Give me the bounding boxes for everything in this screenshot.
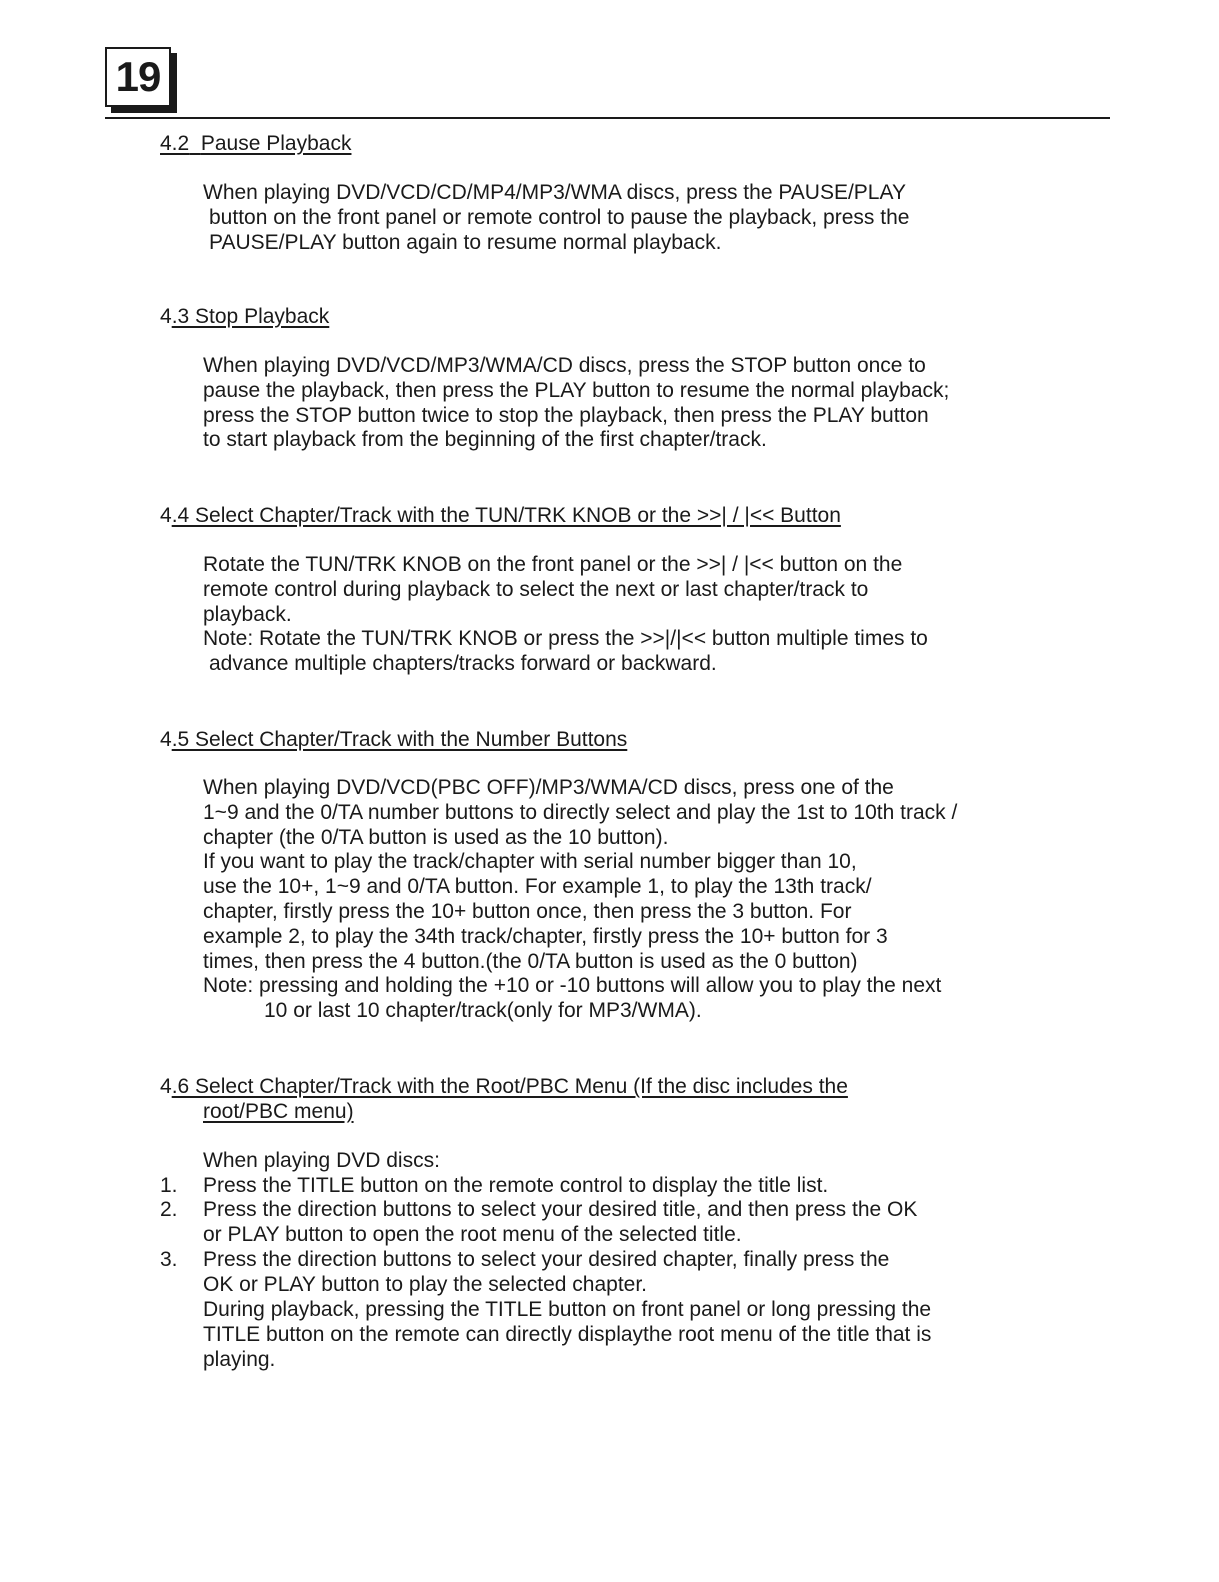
list-number: 1. — [160, 1174, 178, 1197]
text-line: When playing DVD/VCD(PBC OFF)/MP3/WMA/CD discs, press one of the — [203, 776, 894, 799]
section-intro-4-6 — [203, 1149, 440, 1174]
text-line: button on the front panel or remote control to pause the playback, press the — [209, 205, 910, 229]
text-line: to start playback from the beginning of the first chapter/track. — [203, 428, 767, 452]
text-line: When playing DVD/VCD/MP3/WMA/CD discs, press the STOP button once to — [203, 354, 926, 377]
note-line: Note: pressing and holding the +10 or -10 buttons will allow you to play the next — [203, 974, 942, 998]
text-line: pause the playback, then press the PLAY button to resume the normal playback; — [203, 378, 950, 402]
list-text: or PLAY button to open the root menu of the selected title. — [203, 1222, 742, 1246]
section-number: 4 — [160, 305, 172, 328]
section-heading-4-6 — [160, 1074, 848, 1124]
list-text: Press the TITLE button on the remote control to display the title list. — [203, 1174, 829, 1197]
section-body-4-2 — [203, 181, 909, 255]
section-heading-4-2 — [160, 131, 351, 156]
list-item-3 — [160, 1248, 889, 1298]
section-heading-4-4 — [160, 503, 841, 528]
text-line: use the 10+, 1~9 and 0/TA button. For example 1, to play the 13th track/ — [203, 875, 872, 899]
section-title: Pause Playback — [200, 132, 352, 155]
section-number: 4 — [160, 504, 172, 527]
page-number: 19 — [115, 53, 161, 100]
header-rule — [105, 117, 1110, 119]
section-number: 4 — [160, 1075, 172, 1098]
text-line: Rotate the TUN/TRK KNOB on the front panel or the >>| / |<< button on the — [203, 553, 903, 576]
section-body-4-5 — [203, 776, 957, 1024]
list-number: 2. — [160, 1198, 178, 1221]
section-closing-4-6 — [203, 1298, 931, 1372]
list-text: OK or PLAY button to play the selected chapter. — [203, 1272, 648, 1296]
section-number: 4.2 — [160, 132, 190, 155]
section-body-4-3 — [203, 354, 949, 453]
text-line: chapter, firstly press the 10+ button once, then press the 3 button. For — [203, 899, 852, 923]
page-number-box — [105, 47, 171, 107]
note-line: 10 or last 10 chapter/track(only for MP3/WMA). — [264, 999, 702, 1023]
text-line: playing. — [203, 1347, 276, 1371]
text-line: When playing DVD discs: — [203, 1149, 440, 1172]
text-line: PAUSE/PLAY button again to resume normal playback. — [209, 230, 722, 254]
section-title-continued: root/PBC menu) — [203, 1100, 354, 1123]
section-title: .5 Select Chapter/Track with the Number Buttons — [171, 728, 628, 751]
text-line: example 2, to play the 34th track/chapter, firstly press the 10+ button for 3 — [203, 924, 888, 948]
section-number: 4 — [160, 728, 172, 751]
list-text: Press the direction buttons to select your desired chapter, finally press the — [203, 1248, 890, 1271]
text-line: chapter (the 0/TA button is used as the 10 button). — [203, 825, 669, 849]
section-heading-4-3 — [160, 304, 329, 329]
list-number: 3. — [160, 1248, 178, 1271]
text-line: 1~9 and the 0/TA number buttons to directly select and play the 1st to 10th track / — [203, 800, 958, 824]
section-heading-4-5 — [160, 727, 627, 752]
text-line: playback. — [203, 602, 292, 626]
section-title: .6 Select Chapter/Track with the Root/PBC Menu (If the disc includes the — [171, 1075, 848, 1098]
note-line: Note: Rotate the TUN/TRK KNOB or press the >>|/|<< button multiple times to — [203, 627, 928, 651]
section-body-4-4 — [203, 553, 928, 677]
section-title: .4 Select Chapter/Track with the TUN/TRK KNOB or the >>| / |<< Button — [171, 504, 841, 527]
text-line: When playing DVD/VCD/CD/MP4/MP3/WMA discs, press the PAUSE/PLAY — [203, 181, 906, 204]
text-line: If you want to play the track/chapter with serial number bigger than 10, — [203, 850, 857, 874]
note-line: advance multiple chapters/tracks forward or backward. — [209, 652, 717, 676]
section-title: .3 Stop Playback — [171, 305, 330, 328]
text-line: remote control during playback to select the next or last chapter/track to — [203, 577, 869, 601]
text-line: press the STOP button twice to stop the playback, then press the PLAY button — [203, 403, 929, 427]
text-line: During playback, pressing the TITLE button on front panel or long pressing the — [203, 1298, 932, 1321]
text-line: times, then press the 4 button.(the 0/TA button is used as the 0 button) — [203, 949, 858, 973]
list-item-2 — [160, 1198, 917, 1248]
text-line: TITLE button on the remote can directly displaythe root menu of the title that is — [203, 1322, 932, 1346]
list-item-1 — [160, 1174, 828, 1199]
list-text: Press the direction buttons to select your desired title, and then press the OK — [203, 1198, 918, 1221]
